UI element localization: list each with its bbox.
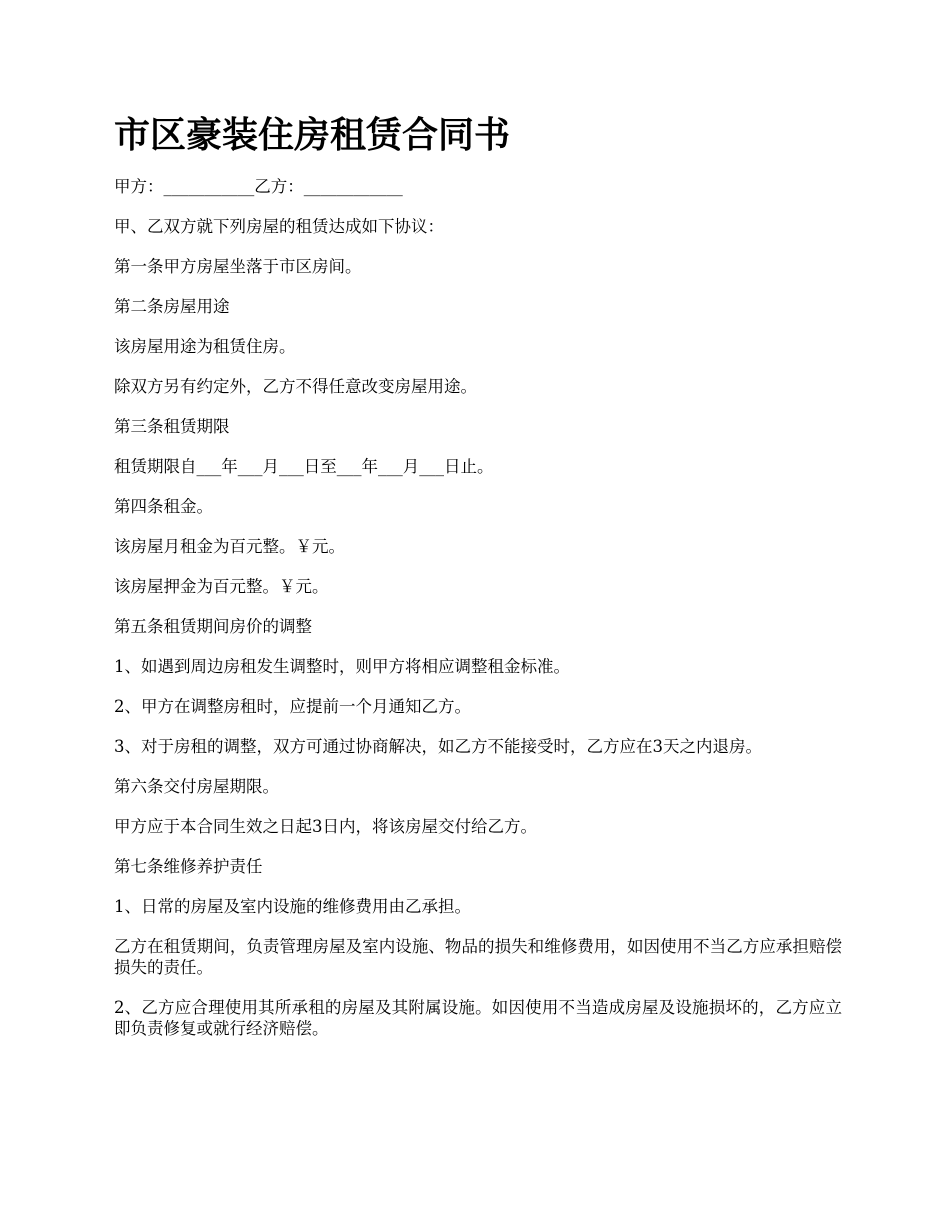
article-5-heading: 第五条租赁期间房价的调整 xyxy=(114,617,312,636)
article-7-clause-1: 1、日常的房屋及室内设施的维修费用由乙承担。 xyxy=(114,897,471,916)
article-1: 第一条甲方房屋坐落于市区房间。 xyxy=(114,257,362,276)
article-6-heading: 第六条交付房屋期限。 xyxy=(114,777,279,796)
article-5-clause-2: 2、甲方在调整房租时，应提前一个月通知乙方。 xyxy=(114,697,471,716)
document-body xyxy=(114,110,842,1058)
article-2-clause-2: 除双方另有约定外，乙方不得任意改变房屋用途。 xyxy=(114,377,477,396)
article-3-clause-1: 租赁期限自___年___月___日至___年___月___日止。 xyxy=(114,457,494,476)
article-2-heading: 第二条房屋用途 xyxy=(114,297,230,316)
article-2-clause-1: 该房屋用途为租赁住房。 xyxy=(114,337,296,356)
article-7-clause-1-detail: 乙方在租赁期间，负责管理房屋及室内设施、物品的损失和维修费用，如因使用不当乙方应承担赔偿损失的责任。 xyxy=(114,937,842,977)
article-3-heading: 第三条租赁期限 xyxy=(114,417,230,436)
article-7-clause-2: 2、乙方应合理使用其所承租的房屋及其附属设施。如因使用不当造成房屋及设施损坏的，乙方应立即负责修复或就行经济赔偿。 xyxy=(114,998,842,1038)
article-5-clause-3: 3、对于房租的调整，双方可通过协商解决，如乙方不能接受时，乙方应在3天之内退房。 xyxy=(114,737,762,756)
article-4-rent: 该房屋月租金为百元整。￥元。 xyxy=(114,537,345,556)
article-5-clause-1: 1、如遇到周边房租发生调整时，则甲方将相应调整租金标准。 xyxy=(114,657,570,676)
article-6-clause-1: 甲方应于本合同生效之日起3日内，将该房屋交付给乙方。 xyxy=(114,817,537,836)
document-title: 市区豪装住房租赁合同书 xyxy=(114,115,511,156)
article-4-deposit: 该房屋押金为百元整。￥元。 xyxy=(114,577,329,596)
article-4-heading: 第四条租金。 xyxy=(114,497,213,516)
parties-line: 甲方：___________乙方：____________ xyxy=(114,177,403,196)
article-7-heading: 第七条维修养护责任 xyxy=(114,857,263,876)
agreement-intro: 甲、乙双方就下列房屋的租赁达成如下协议： xyxy=(114,217,444,236)
